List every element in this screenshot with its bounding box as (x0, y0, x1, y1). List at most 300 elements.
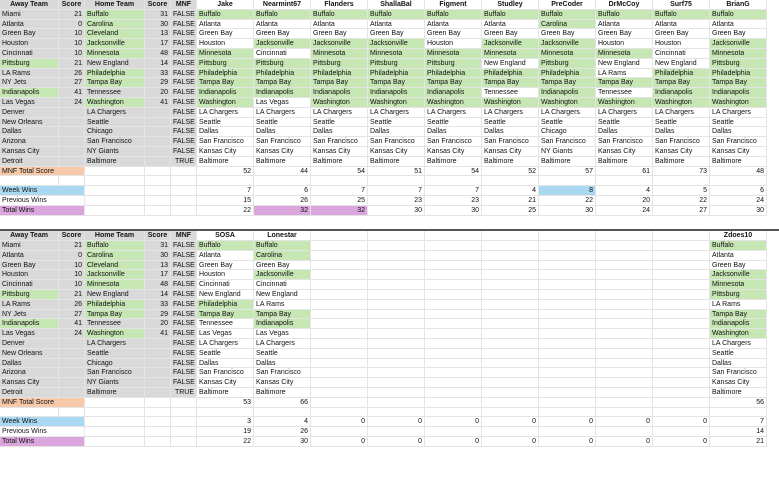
pick-cell[interactable]: Indianapolis (710, 319, 767, 329)
empty-cell[interactable] (368, 378, 425, 388)
totals-value[interactable]: 0 (653, 417, 710, 427)
pick-cell[interactable]: Kansas City (710, 378, 767, 388)
pick-cell[interactable]: Cincinnati (254, 280, 311, 290)
empty-cell[interactable] (539, 339, 596, 349)
home-score-cell[interactable]: 20 (145, 319, 171, 329)
away-score-cell[interactable]: 10 (59, 39, 85, 49)
empty-cell[interactable] (145, 408, 171, 418)
pick-cell[interactable]: Philadelphia (197, 300, 254, 310)
mnf-cell[interactable]: FALSE (171, 339, 197, 349)
away-team-cell[interactable]: Miami (0, 10, 59, 20)
pick-cell[interactable]: Tampa Bay (368, 78, 425, 88)
column-header[interactable]: Away Team (0, 231, 59, 241)
totals-value[interactable]: 27 (653, 206, 710, 216)
away-score-cell[interactable]: 26 (59, 300, 85, 310)
pick-cell[interactable]: Minnesota (710, 49, 767, 59)
empty-cell[interactable] (145, 206, 171, 216)
mnf-total-value[interactable] (596, 398, 653, 408)
pick-cell[interactable]: Green Bay (710, 29, 767, 39)
home-score-cell[interactable]: 31 (145, 10, 171, 20)
empty-cell[interactable] (171, 167, 197, 177)
home-score-cell[interactable]: 33 (145, 300, 171, 310)
empty-cell[interactable] (311, 251, 368, 261)
home-score-cell[interactable] (145, 339, 171, 349)
pick-cell[interactable]: Atlanta (368, 20, 425, 30)
empty-cell[interactable] (171, 206, 197, 216)
pick-cell[interactable]: New England (482, 59, 539, 69)
empty-cell[interactable] (145, 186, 171, 196)
home-team-cell[interactable]: NY Giants (85, 147, 145, 157)
column-header[interactable] (368, 231, 425, 241)
pick-cell[interactable]: San Francisco (539, 137, 596, 147)
column-header[interactable] (539, 231, 596, 241)
away-score-cell[interactable]: 21 (59, 59, 85, 69)
pick-cell[interactable]: LA Chargers (710, 108, 767, 118)
mnf-total-value[interactable]: 48 (710, 167, 767, 177)
empty-cell[interactable] (482, 290, 539, 300)
totals-label[interactable]: Total Wins (0, 206, 85, 216)
mnf-total-label[interactable]: MNF Total Score (0, 167, 85, 177)
pick-cell[interactable]: Buffalo (596, 10, 653, 20)
mnf-total-value[interactable]: 61 (596, 167, 653, 177)
totals-value[interactable]: 25 (482, 206, 539, 216)
empty-cell[interactable] (311, 339, 368, 349)
away-team-cell[interactable]: Dallas (0, 359, 59, 369)
totals-value[interactable]: 7 (197, 186, 254, 196)
empty-cell[interactable] (85, 398, 145, 408)
pick-cell[interactable]: Minnesota (197, 49, 254, 59)
home-team-cell[interactable]: Jacksonville (85, 270, 145, 280)
pick-cell[interactable]: Jacksonville (254, 270, 311, 280)
pick-cell[interactable]: Tampa Bay (710, 78, 767, 88)
column-header[interactable]: Away Team (0, 0, 59, 10)
pick-cell[interactable]: Indianapolis (425, 88, 482, 98)
column-header[interactable] (653, 231, 710, 241)
empty-cell[interactable] (596, 388, 653, 398)
totals-value[interactable]: 25 (311, 196, 368, 206)
empty-cell[interactable] (425, 359, 482, 369)
home-team-cell[interactable]: San Francisco (85, 368, 145, 378)
mnf-cell[interactable]: FALSE (171, 127, 197, 137)
home-score-cell[interactable] (145, 137, 171, 147)
totals-value[interactable]: 0 (482, 417, 539, 427)
empty-cell[interactable] (539, 378, 596, 388)
column-header[interactable] (482, 231, 539, 241)
empty-cell[interactable] (653, 368, 710, 378)
pick-cell[interactable]: LA Chargers (197, 339, 254, 349)
empty-cell[interactable] (653, 251, 710, 261)
pick-cell[interactable]: Houston (425, 39, 482, 49)
pick-cell[interactable]: Washington (710, 329, 767, 339)
totals-value[interactable]: 14 (710, 427, 767, 437)
column-header[interactable]: Figment (425, 0, 482, 10)
home-team-cell[interactable]: Seattle (85, 349, 145, 359)
pick-cell[interactable]: Baltimore (368, 157, 425, 167)
empty-cell[interactable] (145, 398, 171, 408)
mnf-total-value[interactable] (368, 398, 425, 408)
mnf-total-label[interactable]: MNF Total Score (0, 398, 85, 408)
pick-cell[interactable]: Kansas City (596, 147, 653, 157)
pick-cell[interactable]: Kansas City (197, 378, 254, 388)
empty-cell[interactable] (653, 241, 710, 251)
pick-cell[interactable]: Seattle (368, 118, 425, 128)
totals-value[interactable]: 0 (482, 437, 539, 447)
empty-cell[interactable] (311, 349, 368, 359)
pick-cell[interactable]: Dallas (311, 127, 368, 137)
empty-cell[interactable] (653, 408, 710, 418)
pick-cell[interactable]: Pittsburg (254, 59, 311, 69)
empty-cell[interactable] (653, 329, 710, 339)
pick-cell[interactable]: San Francisco (197, 368, 254, 378)
pick-cell[interactable]: Seattle (254, 349, 311, 359)
empty-cell[interactable] (311, 319, 368, 329)
column-header[interactable]: Score (145, 0, 171, 10)
empty-cell[interactable] (368, 319, 425, 329)
pick-cell[interactable]: Washington (653, 98, 710, 108)
empty-cell[interactable] (311, 290, 368, 300)
pick-cell[interactable]: Dallas (482, 127, 539, 137)
home-score-cell[interactable]: 29 (145, 310, 171, 320)
empty-cell[interactable] (539, 408, 596, 418)
totals-value[interactable]: 7 (425, 186, 482, 196)
empty-cell[interactable] (425, 300, 482, 310)
pick-cell[interactable]: Kansas City (311, 147, 368, 157)
mnf-cell[interactable]: FALSE (171, 300, 197, 310)
pick-cell[interactable]: Jacksonville (710, 39, 767, 49)
pick-cell[interactable]: Buffalo (368, 10, 425, 20)
totals-label[interactable]: Week Wins (0, 186, 85, 196)
away-team-cell[interactable]: Houston (0, 39, 59, 49)
empty-cell[interactable] (482, 378, 539, 388)
totals-value[interactable]: 32 (254, 206, 311, 216)
pick-cell[interactable]: Buffalo (653, 10, 710, 20)
away-score-cell[interactable] (59, 108, 85, 118)
empty-cell[interactable] (311, 378, 368, 388)
home-score-cell[interactable]: 31 (145, 241, 171, 251)
away-team-cell[interactable]: Atlanta (0, 251, 59, 261)
empty-cell[interactable] (368, 339, 425, 349)
empty-cell[interactable] (539, 388, 596, 398)
pick-cell[interactable]: Baltimore (539, 157, 596, 167)
totals-value[interactable]: 7 (710, 417, 767, 427)
home-score-cell[interactable]: 29 (145, 78, 171, 88)
pick-cell[interactable]: New England (254, 290, 311, 300)
away-score-cell[interactable]: 0 (59, 251, 85, 261)
mnf-cell[interactable]: FALSE (171, 118, 197, 128)
mnf-cell[interactable]: FALSE (171, 359, 197, 369)
pick-cell[interactable]: San Francisco (254, 368, 311, 378)
empty-cell[interactable] (539, 310, 596, 320)
pick-cell[interactable]: Carolina (539, 20, 596, 30)
empty-cell[interactable] (539, 241, 596, 251)
home-score-cell[interactable] (145, 108, 171, 118)
empty-cell[interactable] (85, 167, 145, 177)
totals-value[interactable] (653, 427, 710, 437)
away-team-cell[interactable]: LA Rams (0, 300, 59, 310)
home-score-cell[interactable]: 14 (145, 290, 171, 300)
pick-cell[interactable]: Atlanta (710, 20, 767, 30)
pick-cell[interactable]: Kansas City (425, 147, 482, 157)
home-score-cell[interactable] (145, 349, 171, 359)
column-header[interactable]: Flanders (311, 0, 368, 10)
empty-cell[interactable] (59, 408, 85, 418)
pick-cell[interactable]: NY Giants (539, 147, 596, 157)
empty-cell[interactable] (311, 368, 368, 378)
totals-value[interactable]: 19 (197, 427, 254, 437)
column-header[interactable]: Score (59, 0, 85, 10)
empty-cell[interactable] (653, 300, 710, 310)
pick-cell[interactable]: Green Bay (254, 261, 311, 271)
pick-cell[interactable]: San Francisco (653, 137, 710, 147)
pick-cell[interactable]: Green Bay (653, 29, 710, 39)
empty-cell[interactable] (85, 417, 145, 427)
home-team-cell[interactable]: Baltimore (85, 388, 145, 398)
pick-cell[interactable]: LA Chargers (254, 108, 311, 118)
pick-cell[interactable]: Seattle (596, 118, 653, 128)
totals-value[interactable]: 0 (425, 437, 482, 447)
empty-cell[interactable] (145, 437, 171, 447)
pick-cell[interactable]: Indianapolis (311, 88, 368, 98)
pick-cell[interactable]: Buffalo (254, 10, 311, 20)
home-score-cell[interactable]: 41 (145, 329, 171, 339)
home-score-cell[interactable]: 13 (145, 261, 171, 271)
away-score-cell[interactable] (59, 339, 85, 349)
home-score-cell[interactable]: 17 (145, 270, 171, 280)
empty-cell[interactable] (596, 359, 653, 369)
pick-cell[interactable]: San Francisco (311, 137, 368, 147)
home-team-cell[interactable]: Buffalo (85, 10, 145, 20)
home-score-cell[interactable]: 41 (145, 98, 171, 108)
mnf-cell[interactable]: FALSE (171, 49, 197, 59)
home-score-cell[interactable] (145, 388, 171, 398)
pick-cell[interactable]: Green Bay (710, 261, 767, 271)
pick-cell[interactable]: Baltimore (197, 388, 254, 398)
empty-cell[interactable] (539, 251, 596, 261)
pick-cell[interactable]: Kansas City (197, 147, 254, 157)
empty-cell[interactable] (653, 359, 710, 369)
totals-value[interactable] (425, 427, 482, 437)
away-score-cell[interactable] (59, 359, 85, 369)
empty-cell[interactable] (425, 280, 482, 290)
pick-cell[interactable]: LA Chargers (311, 108, 368, 118)
pick-cell[interactable]: Kansas City (482, 147, 539, 157)
mnf-cell[interactable]: FALSE (171, 20, 197, 30)
pick-cell[interactable]: Dallas (653, 127, 710, 137)
totals-label[interactable]: Previous Wins (0, 196, 85, 206)
empty-cell[interactable] (653, 349, 710, 359)
column-header[interactable]: DrMcCoy (596, 0, 653, 10)
empty-cell[interactable] (368, 280, 425, 290)
pick-cell[interactable]: Jacksonville (482, 39, 539, 49)
mnf-total-value[interactable] (539, 398, 596, 408)
away-team-cell[interactable]: Denver (0, 108, 59, 118)
pick-cell[interactable]: Green Bay (539, 29, 596, 39)
empty-cell[interactable] (482, 270, 539, 280)
empty-cell[interactable] (425, 251, 482, 261)
empty-cell[interactable] (368, 310, 425, 320)
pick-cell[interactable]: Pittsburg (197, 59, 254, 69)
home-score-cell[interactable]: 30 (145, 20, 171, 30)
pick-cell[interactable]: Washington (539, 98, 596, 108)
empty-cell[interactable] (368, 290, 425, 300)
empty-cell[interactable] (368, 368, 425, 378)
empty-cell[interactable] (311, 176, 368, 186)
pick-cell[interactable]: Seattle (197, 349, 254, 359)
totals-label[interactable]: Total Wins (0, 437, 85, 447)
column-header[interactable]: ShallaBal (368, 0, 425, 10)
pick-cell[interactable]: LA Chargers (710, 339, 767, 349)
away-score-cell[interactable]: 21 (59, 241, 85, 251)
totals-value[interactable]: 22 (197, 206, 254, 216)
pick-cell[interactable]: Buffalo (710, 10, 767, 20)
pick-cell[interactable]: Minnesota (710, 280, 767, 290)
totals-value[interactable]: 26 (254, 427, 311, 437)
empty-cell[interactable] (482, 339, 539, 349)
empty-cell[interactable] (539, 290, 596, 300)
pick-cell[interactable]: Green Bay (596, 29, 653, 39)
empty-cell[interactable] (539, 270, 596, 280)
pick-cell[interactable]: Green Bay (197, 261, 254, 271)
empty-cell[interactable] (653, 319, 710, 329)
empty-cell[interactable] (425, 388, 482, 398)
totals-value[interactable]: 0 (311, 437, 368, 447)
away-score-cell[interactable] (59, 349, 85, 359)
empty-cell[interactable] (368, 270, 425, 280)
empty-cell[interactable] (171, 398, 197, 408)
empty-cell[interactable] (425, 270, 482, 280)
pick-cell[interactable]: LA Chargers (425, 108, 482, 118)
empty-cell[interactable] (425, 310, 482, 320)
pick-cell[interactable]: Atlanta (482, 20, 539, 30)
totals-value[interactable]: 0 (539, 437, 596, 447)
totals-value[interactable] (539, 427, 596, 437)
home-team-cell[interactable]: Minnesota (85, 280, 145, 290)
away-team-cell[interactable]: Pittsburg (0, 290, 59, 300)
empty-cell[interactable] (85, 408, 145, 418)
away-team-cell[interactable]: New Orleans (0, 118, 59, 128)
pick-cell[interactable]: Dallas (254, 359, 311, 369)
pick-cell[interactable]: Kansas City (710, 147, 767, 157)
totals-value[interactable]: 32 (311, 206, 368, 216)
empty-cell[interactable] (425, 408, 482, 418)
empty-cell[interactable] (425, 349, 482, 359)
totals-value[interactable]: 0 (653, 437, 710, 447)
away-team-cell[interactable]: Las Vegas (0, 98, 59, 108)
column-header[interactable]: Score (59, 231, 85, 241)
pick-cell[interactable]: Indianapolis (254, 319, 311, 329)
empty-cell[interactable] (171, 408, 197, 418)
pick-cell[interactable]: Green Bay (311, 29, 368, 39)
pick-cell[interactable]: Jacksonville (710, 270, 767, 280)
home-team-cell[interactable]: Philadelphia (85, 69, 145, 79)
empty-cell[interactable] (311, 359, 368, 369)
empty-cell[interactable] (368, 388, 425, 398)
empty-cell[interactable] (482, 280, 539, 290)
pick-cell[interactable]: Washington (311, 98, 368, 108)
pick-cell[interactable]: San Francisco (482, 137, 539, 147)
pick-cell[interactable]: LA Chargers (596, 108, 653, 118)
empty-cell[interactable] (482, 176, 539, 186)
empty-cell[interactable] (482, 310, 539, 320)
empty-cell[interactable] (653, 270, 710, 280)
home-score-cell[interactable] (145, 157, 171, 167)
pick-cell[interactable]: Buffalo (710, 241, 767, 251)
home-team-cell[interactable]: Tampa Bay (85, 310, 145, 320)
empty-cell[interactable] (596, 329, 653, 339)
pick-cell[interactable]: Indianapolis (368, 88, 425, 98)
away-team-cell[interactable]: NY Jets (0, 310, 59, 320)
pick-cell[interactable]: Indianapolis (254, 88, 311, 98)
pick-cell[interactable]: Kansas City (368, 147, 425, 157)
mnf-cell[interactable]: FALSE (171, 378, 197, 388)
mnf-cell[interactable]: FALSE (171, 319, 197, 329)
empty-cell[interactable] (539, 359, 596, 369)
home-score-cell[interactable]: 20 (145, 88, 171, 98)
home-team-cell[interactable]: Tennessee (85, 88, 145, 98)
totals-value[interactable]: 20 (596, 196, 653, 206)
totals-value[interactable]: 22 (653, 196, 710, 206)
pick-cell[interactable]: LA Chargers (653, 108, 710, 118)
home-team-cell[interactable]: Minnesota (85, 49, 145, 59)
empty-cell[interactable] (482, 359, 539, 369)
empty-cell[interactable] (311, 408, 368, 418)
pick-cell[interactable]: Dallas (596, 127, 653, 137)
home-team-cell[interactable]: San Francisco (85, 137, 145, 147)
empty-cell[interactable] (85, 437, 145, 447)
empty-cell[interactable] (596, 339, 653, 349)
pick-cell[interactable]: Minnesota (596, 49, 653, 59)
empty-cell[interactable] (596, 176, 653, 186)
mnf-total-value[interactable]: 52 (482, 167, 539, 177)
mnf-total-value[interactable]: 51 (368, 167, 425, 177)
pick-cell[interactable]: Houston (197, 39, 254, 49)
column-header[interactable]: Score (145, 231, 171, 241)
away-score-cell[interactable] (59, 378, 85, 388)
totals-value[interactable]: 26 (254, 196, 311, 206)
totals-value[interactable]: 30 (254, 437, 311, 447)
empty-cell[interactable] (368, 261, 425, 271)
mnf-total-value[interactable] (425, 398, 482, 408)
column-header[interactable]: SOSA (197, 231, 254, 241)
pick-cell[interactable]: Tennessee (482, 88, 539, 98)
pick-cell[interactable]: Baltimore (653, 157, 710, 167)
pick-cell[interactable]: Seattle (197, 118, 254, 128)
empty-cell[interactable] (0, 408, 59, 418)
pick-cell[interactable]: Jacksonville (539, 39, 596, 49)
empty-cell[interactable] (539, 176, 596, 186)
totals-value[interactable]: 7 (368, 186, 425, 196)
empty-cell[interactable] (85, 206, 145, 216)
pick-cell[interactable]: Seattle (425, 118, 482, 128)
empty-cell[interactable] (710, 408, 767, 418)
empty-cell[interactable] (171, 196, 197, 206)
pick-cell[interactable]: San Francisco (254, 137, 311, 147)
totals-label[interactable]: Previous Wins (0, 427, 85, 437)
pick-cell[interactable]: Green Bay (368, 29, 425, 39)
empty-cell[interactable] (368, 176, 425, 186)
away-score-cell[interactable] (59, 368, 85, 378)
empty-cell[interactable] (539, 261, 596, 271)
home-team-cell[interactable]: Washington (85, 329, 145, 339)
away-score-cell[interactable]: 10 (59, 270, 85, 280)
pick-cell[interactable]: San Francisco (710, 137, 767, 147)
mnf-total-value[interactable]: 73 (653, 167, 710, 177)
away-team-cell[interactable]: Pittsburg (0, 59, 59, 69)
empty-cell[interactable] (311, 280, 368, 290)
pick-cell[interactable]: Tampa Bay (254, 78, 311, 88)
totals-value[interactable]: 21 (710, 437, 767, 447)
pick-cell[interactable]: Dallas (710, 359, 767, 369)
